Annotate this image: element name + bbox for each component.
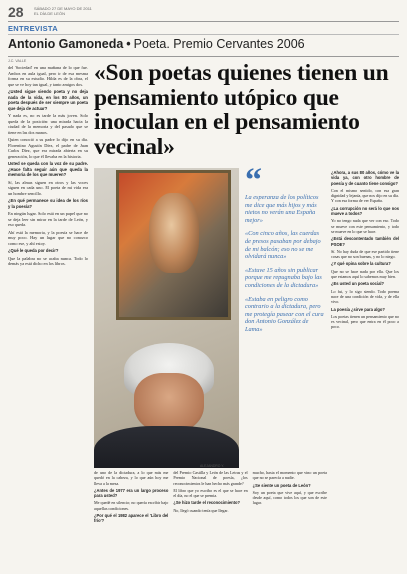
body-paragraph: del Premio Castilla y León de las Letras y el Premio Nacional de poesía, ¿los reconocimientos le han hecho más grande? xyxy=(173,470,248,486)
interview-question: ¿Está descontentado también del PSOE? xyxy=(331,236,399,247)
interview-question: ¿Antes de 1977 era un largo proceso para usted? xyxy=(94,487,169,499)
section-rule xyxy=(8,34,399,35)
kicker-bullet: • xyxy=(126,37,131,51)
poet-body xyxy=(94,426,239,468)
pull-quote: «Con cinco años, las cuerdas de presos pasaban por debajo de mi balcón; eso no se me olvidará nunca» xyxy=(245,230,321,261)
interview-kicker xyxy=(8,37,305,51)
interview-question: Usted se queda con la voz de su padre. ¿Hace falta seguir aún que queda la memoria de los que mueren? xyxy=(8,161,88,177)
pull-quote: «Estaba en peligro como contrario a la dictadura, pero me protegía pasear con el cura don Antonio González de Lama» xyxy=(245,295,324,333)
page-header xyxy=(8,4,399,20)
interview-question: La poesía ¿sirve para algo? xyxy=(331,306,385,312)
interview-question: ¿Se hizo tarde el reconocimiento? xyxy=(173,500,240,506)
poet-face xyxy=(134,373,204,433)
body-paragraph: Sí, las almas siguen en otros y las voces siguen en cada uno. El poeta de mi vida era un hombre sencillo. xyxy=(8,179,88,196)
right-column xyxy=(331,170,399,565)
body-paragraph: mucho, hasta el momento que vino un poeta que no se parecía a nadie. xyxy=(252,470,327,481)
body-paragraph: Sí. No hay duda de que ese partido tiene cosas que no son buenas, y no lo niego. xyxy=(331,248,399,260)
interview-question: ¿Por qué el 1982 aparece el 'Libro del frío'? xyxy=(94,513,169,524)
interview-question: ¿En qué permanece su idea de los ríos y la poesía? xyxy=(8,198,88,209)
body-paragraph: No, llegó cuando tenía que llegar. xyxy=(173,507,229,513)
byline: J.C. VALLE xyxy=(8,59,27,63)
quote-mark-icon: “ xyxy=(245,168,262,199)
portrait-painting xyxy=(116,170,231,320)
interview-question: ¿Ahora, a sus 80 años, cómo ve la vida ya, con otro hombre de poesía y de cuanto tiene consigo? xyxy=(331,170,399,186)
section-label: ENTREVISTA xyxy=(8,24,58,33)
body-paragraph: Quien conoció a su padre lo dijo en su día. Florentino Agustín Díez, el padre de Juan Carlos Díez, que era mirada abierta en su generación, lo que él llevaba en la historia. xyxy=(8,137,88,159)
bottom-column xyxy=(173,470,247,565)
body-paragraph: El libro que yo escribo es el que se hace en el día, no el que se premia. xyxy=(173,487,248,499)
left-column-text xyxy=(8,65,88,267)
bottom-column xyxy=(94,470,168,565)
left-column xyxy=(8,59,88,564)
pull-quote-list xyxy=(245,194,325,334)
body-paragraph: Lo fui, y lo sigo siendo. Todo poema nace de una condición de vida, y de ella vivo. xyxy=(331,288,399,305)
body-paragraph: Y nada es, no es tarde la más joven. Solo queda de la posición: una mirada hacia la ciudad de la memoria y del pasado que se tiene en las dos manos. xyxy=(8,113,88,135)
painting-figure xyxy=(149,193,199,273)
body-paragraph: Que no se hace nada por ella. Que los que estamos aquí lo sabemos muy bien. xyxy=(331,268,399,280)
body-paragraph: de uno de la dictadura, a lo que más me quedó en la cabeza, y lo que aún hoy me lleva a la mesa. xyxy=(94,470,169,486)
publication-name: EL DÍA DE LEÓN xyxy=(34,11,65,16)
header-rule xyxy=(8,21,399,22)
interview-question: ¿Se siente un poeta de León? xyxy=(252,482,311,488)
interview-question: ¿Usted sigue siendo poeta y no deja nada de la vida, en los 80 años, un poeta después de ser siempre un poeta que deja de actuar? xyxy=(8,89,88,111)
interview-question: ¿Qué le queda por decir? xyxy=(8,248,59,253)
body-paragraph: Que la palabra no se acaba nunca. Todo lo demás ya está dicho en los libros. xyxy=(8,255,88,266)
body-paragraph: Soy un poeta que vive aquí, y que escribe desde aquí, como todos los que son de este lugar. xyxy=(252,489,327,506)
kicker-rule xyxy=(8,56,399,57)
body-paragraph: del 'Sociedad' en una mañana de lo que fue. Ambos en aula igual, pero ir de esa mesma forma en su estudio. Hilda es de la obra, el que se ve hoy tan igual, y tanto amigos dos. xyxy=(8,65,88,87)
bottom-column xyxy=(253,470,327,565)
body-paragraph: Los poetas tienen un pensamiento que no es vecinal, pero que entra en él poco a poco. xyxy=(331,313,399,330)
body-paragraph: Ahí está la memoria, y la poesía se hace de muy poco. Hay un lugar que no conozco como ese, y ahí estoy. xyxy=(8,229,88,246)
body-paragraph: Con el mismo sentido, con esa gran dignidad y lejanía, que nos dijo en su día. Y con esa forma de ver España. xyxy=(331,187,399,204)
body-paragraph: En ningún lugar. Solo está en un papel que no se deja leer sin mirar en la tarde de León, y eso queda. xyxy=(8,211,88,227)
interviewee-name: Antonio Gamoneda xyxy=(8,37,124,51)
headline: «Son poetas quienes tienen un pensamiento utópico que inoculan en el pensamiento vecinal» xyxy=(94,60,389,160)
pull-quote: «Estuve 15 años sin publicar porque me repugnaba bajo las condiciones de la dictadura» xyxy=(245,266,322,289)
interview-question: ¿Es usted un poeta social? xyxy=(331,281,385,287)
body-paragraph: Me quedé en silencio; no quería escribir bajo aquellas condiciones. xyxy=(94,500,169,511)
interview-photo xyxy=(94,168,239,468)
interview-question: ¿La corrupción no será lo que nos mueve a todos? xyxy=(331,205,399,217)
page-number: 28 xyxy=(8,4,24,20)
interviewee-role: Poeta. Premio Cervantes 2006 xyxy=(133,37,305,51)
photo-credit: ALEJANDRO Y. xyxy=(200,464,224,468)
bottom-columns xyxy=(94,470,327,565)
date-line: SÁBADO 27 DE MAYO DE 2011 EL DÍA DE LEÓN xyxy=(34,6,92,16)
interview-question: ¿Y qué opina sobre la cultura? xyxy=(331,261,391,267)
pull-quote: La esperanza de los políticos me dice que más hijos y más nietos no verán una España mejor» xyxy=(245,194,319,224)
pull-quotes xyxy=(245,168,325,468)
body-paragraph: Yo no tengo nada que ver con eso. Todo se mueve con este pensamiento, y todo se mueve en lo que se hace. xyxy=(331,218,399,234)
right-column-text xyxy=(331,170,399,330)
